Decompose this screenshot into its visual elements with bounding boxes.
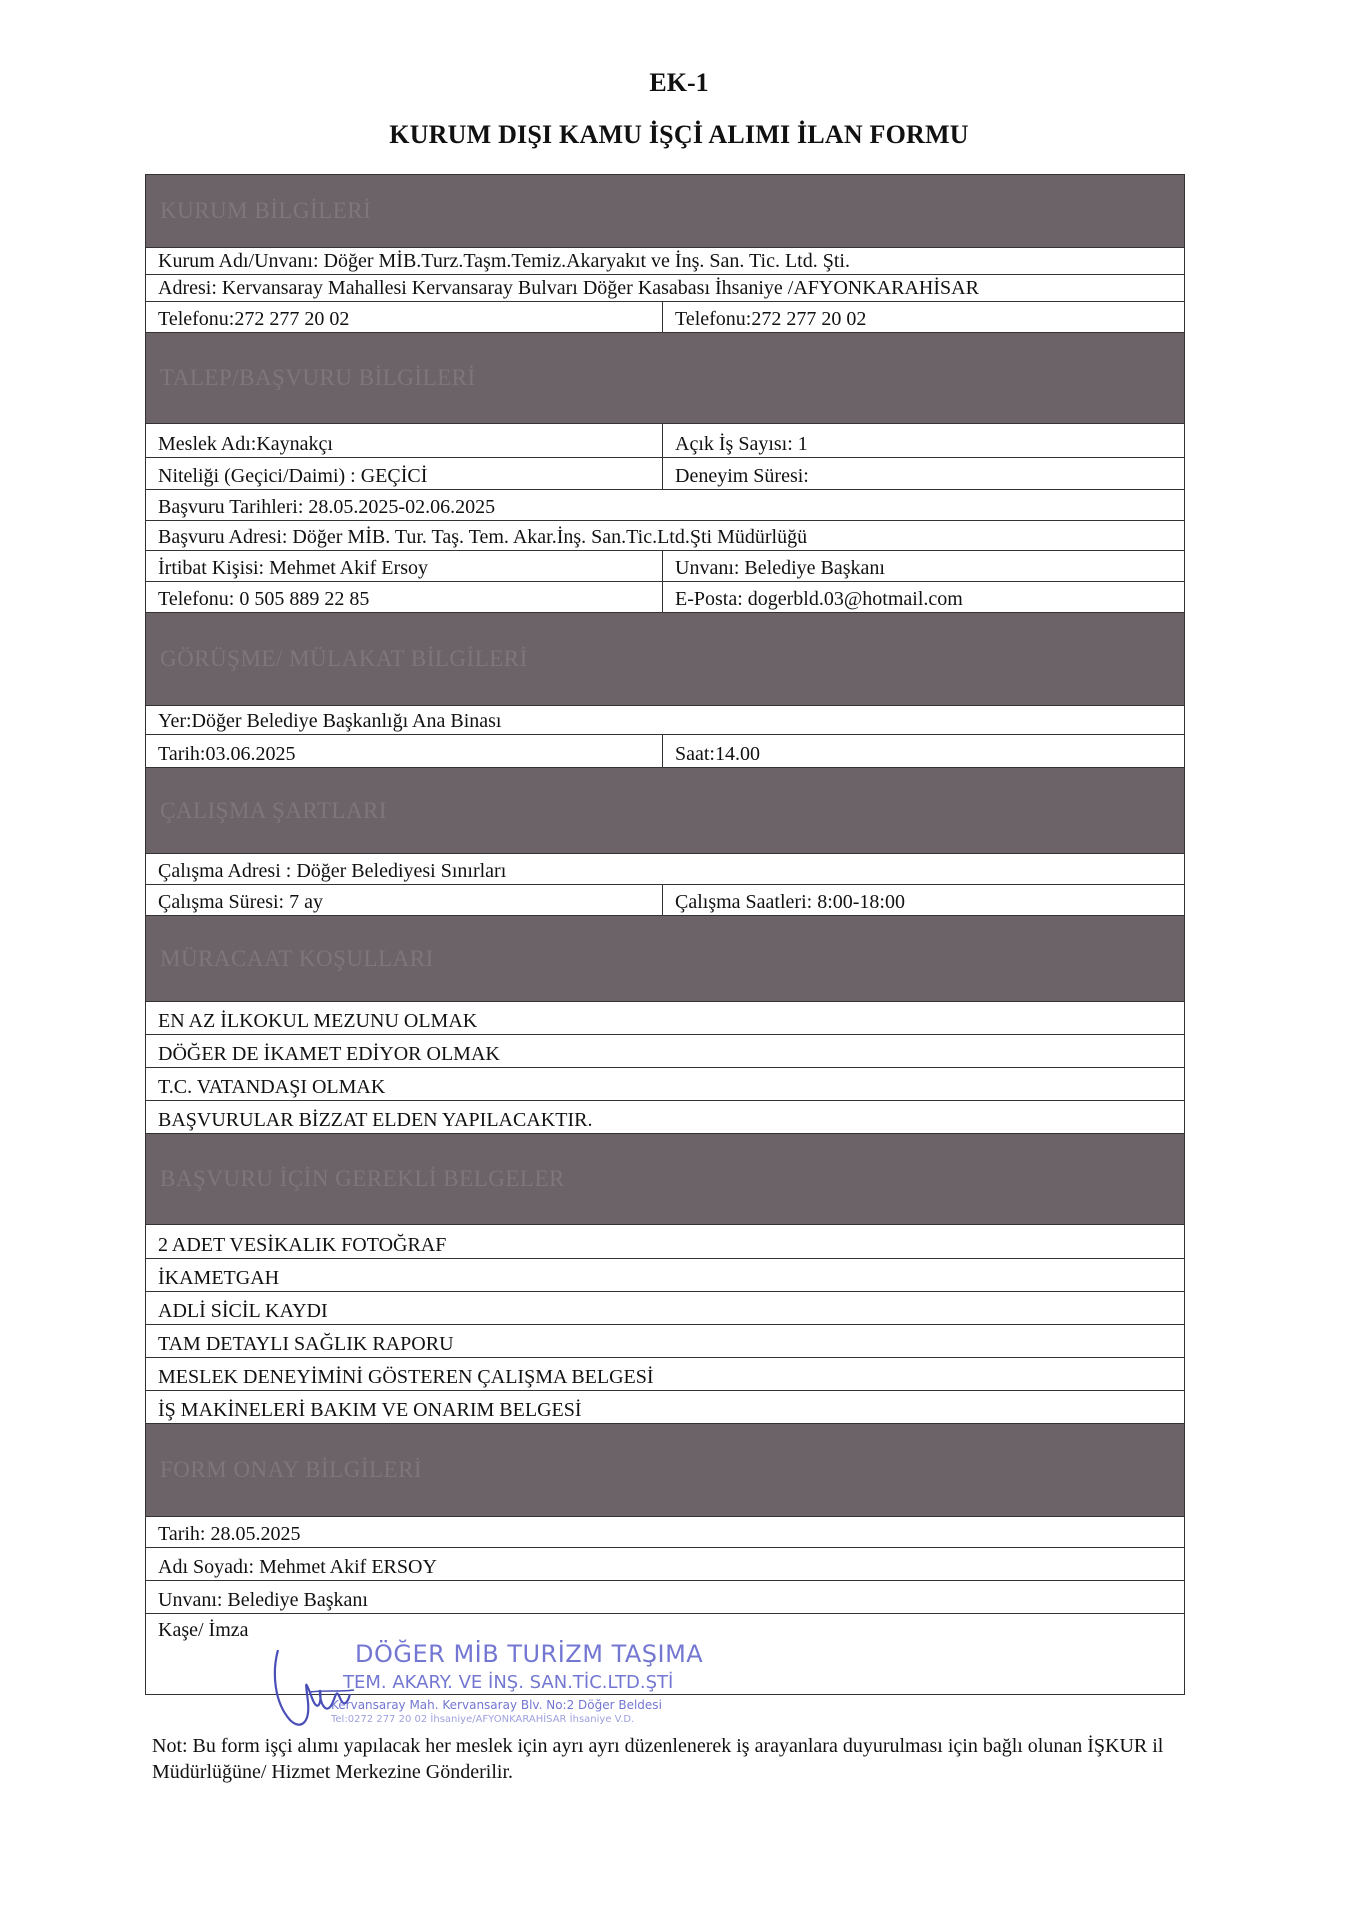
talep-row-6: [146, 582, 1184, 613]
talep-row-3: [146, 490, 1184, 521]
onay-ad-soyad: Adı Soyadı: Mehmet Akif ERSOY: [158, 1556, 437, 1578]
section-calisma-heading: ÇALIŞMA ŞARTLARI: [146, 768, 1184, 854]
irtibat-kisisi: İrtibat Kişisi: Mehmet Akif Ersoy: [146, 551, 663, 581]
onay-row-tarih: [146, 1517, 1184, 1548]
gorusme-yer: Yer:Döğer Belediye Başkanlığı Ana Binası: [158, 710, 502, 732]
belge-item-text: TAM DETAYLI SAĞLIK RAPORU: [158, 1333, 454, 1355]
onay-unvan: Unvanı: Belediye Başkanı: [158, 1589, 368, 1611]
niteligi: Niteliği (Geçici/Daimi) : GEÇİCİ: [146, 458, 663, 489]
talep-row-2: [146, 458, 1184, 490]
muracaat-item-text: DÖĞER DE İKAMET EDİYOR OLMAK: [158, 1043, 500, 1065]
talep-row-4: [146, 521, 1184, 551]
footnote: Not: Bu form işçi alımı yapılacak her meslek için ayrı ayrı düzenlenerek iş arayanlara duyurulması için bağlı olunan İŞKUR il Müdürlüğüne/ Hizmet Merkezine Gönderilir.: [152, 1735, 1164, 1783]
kurum-phone-left: Telefonu:272 277 20 02: [146, 302, 663, 332]
meslek-adi: Meslek Adı:Kaynakçı: [146, 424, 663, 457]
belge-item: [146, 1325, 1184, 1358]
belge-item-text: İŞ MAKİNELERİ BAKIM VE ONARIM BELGESİ: [158, 1399, 582, 1421]
belge-item: [146, 1391, 1184, 1424]
irtibat-eposta: E-Posta: dogerbld.03@hotmail.com: [675, 588, 963, 610]
belge-item-text: ADLİ SİCİL KAYDI: [158, 1300, 328, 1322]
belge-item: [146, 1292, 1184, 1325]
basvuru-adresi: Başvuru Adresi: Döğer MİB. Tur. Taş. Tem. Akar.İnş. San.Tic.Ltd.Şti Müdürlüğü: [158, 526, 808, 548]
muracaat-item: [146, 1068, 1184, 1101]
muracaat-item: [146, 1035, 1184, 1068]
kurum-address: Adresi: Kervansaray Mahallesi Kervansaray Bulvarı Döğer Kasabası İhsaniye /AFYONKARAHİSAR: [158, 277, 979, 299]
calisma-adresi: Çalışma Adresi : Döğer Belediyesi Sınırları: [158, 860, 507, 882]
stamp-line-3: Kervansaray Mah. Kervansaray Blv. No:2 Döğer Beldesi: [331, 1698, 662, 1712]
stamp-line-1: DÖĞER MİB TURİZM TAŞIMA: [355, 1640, 704, 1668]
belge-item-text: 2 ADET VESİKALIK FOTOĞRAF: [158, 1234, 447, 1256]
calisma-suresi: Çalışma Süresi: 7 ay: [146, 885, 663, 915]
kurum-name: Kurum Adı/Unvanı: Döğer MİB.Turz.Taşm.Temiz.Akaryakıt ve İnş. San. Tic. Ltd. Şti.: [158, 250, 850, 272]
onay-kase-imza: Kaşe/ İmza: [158, 1619, 249, 1641]
form-title: KURUM DIŞI KAMU İŞÇİ ALIMI İLAN FORMU: [389, 120, 969, 149]
section-talep-heading: TALEP/BAŞVURU BİLGİLERİ: [146, 333, 1184, 424]
kurum-phone-right: Telefonu:272 277 20 02: [675, 308, 867, 330]
muracaat-item: [146, 1002, 1184, 1035]
acik-is-sayisi: Açık İş Sayısı: 1: [675, 433, 808, 455]
irtibat-telefonu: Telefonu: 0 505 889 22 85: [146, 582, 663, 612]
basvuru-tarihleri: Başvuru Tarihleri: 28.05.2025-02.06.2025: [158, 496, 496, 518]
onay-row-ad: [146, 1548, 1184, 1581]
muracaat-item-text: T.C. VATANDAŞI OLMAK: [158, 1076, 386, 1098]
muracaat-item-text: BAŞVURULAR BİZZAT ELDEN YAPILACAKTIR.: [158, 1109, 593, 1131]
deneyim-suresi: Deneyim Süresi:: [675, 465, 809, 487]
talep-row-1: [146, 424, 1184, 458]
section-gorusme-heading: GÖRÜŞME/ MÜLAKAT BİLGİLERİ: [146, 613, 1184, 706]
section-belgeler-heading: BAŞVURU İÇİN GEREKLİ BELGELER: [146, 1134, 1184, 1225]
calisma-saatleri: Çalışma Saatleri: 8:00-18:00: [675, 891, 905, 913]
gorusme-tarih: Tarih:03.06.2025: [146, 735, 663, 767]
stamp-line-4: Tel:0272 277 20 02 İhsaniye/AFYONKARAHİSAR İhsaniye V.D.: [331, 1714, 635, 1725]
kurum-phone-row: [146, 302, 1184, 333]
kurum-name-row: [146, 248, 1184, 275]
gorusme-row-2: [146, 735, 1184, 768]
muracaat-item-text: EN AZ İLKOKUL MEZUNU OLMAK: [158, 1010, 478, 1032]
onay-row-unvan: [146, 1581, 1184, 1614]
annex-label: EK-1: [649, 68, 709, 97]
onay-tarih: Tarih: 28.05.2025: [158, 1523, 301, 1545]
section-kurum-heading: KURUM BİLGİLERİ: [146, 175, 1184, 248]
muracaat-item: [146, 1101, 1184, 1134]
announcement-form: [145, 174, 1185, 1695]
gorusme-row-1: [146, 706, 1184, 735]
stamp-line-2: TEM. AKARY. VE İNŞ. SAN.TİC.LTD.ŞTİ: [343, 1672, 674, 1693]
section-muracaat-heading: MÜRACAAT KOŞULLARI: [146, 916, 1184, 1002]
gorusme-saat: Saat:14.00: [675, 743, 760, 765]
talep-row-5: [146, 551, 1184, 582]
belge-item-text: İKAMETGAH: [158, 1267, 280, 1289]
calisma-row-1: [146, 854, 1184, 885]
belge-item: [146, 1225, 1184, 1259]
belge-item: [146, 1259, 1184, 1292]
section-onay-heading: FORM ONAY BİLGİLERİ: [146, 1424, 1184, 1517]
belge-item-text: MESLEK DENEYİMİNİ GÖSTEREN ÇALIŞMA BELGESİ: [158, 1366, 654, 1388]
irtibat-unvani: Unvanı: Belediye Başkanı: [675, 557, 885, 579]
belge-item: [146, 1358, 1184, 1391]
calisma-row-2: [146, 885, 1184, 916]
kurum-address-row: [146, 275, 1184, 302]
